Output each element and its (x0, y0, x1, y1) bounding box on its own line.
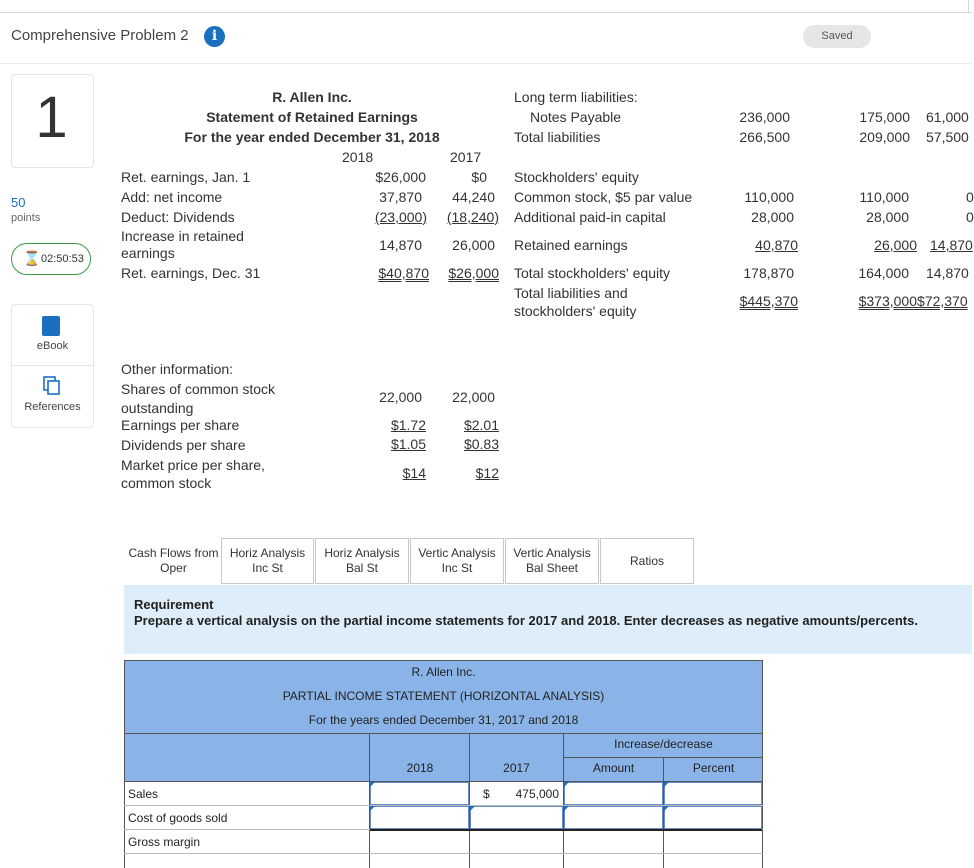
table-title: PARTIAL INCOME STATEMENT (HORIZONTAL ANALYSIS) (282, 689, 605, 703)
sales-2018-input[interactable] (370, 782, 469, 805)
row-label-cogs: Cost of goods sold (128, 811, 228, 825)
re-row-2018: 14,870 (379, 237, 422, 253)
col-header-2018: 2018 (406, 761, 434, 775)
col-header-percent: Percent (692, 761, 735, 775)
statement-period: For the year ended December 31, 2018 (184, 129, 440, 145)
re-row-2017: 44,240 (452, 189, 495, 205)
grid-line (124, 853, 763, 854)
statement-name: Statement of Retained Earnings (206, 109, 418, 125)
saved-status-badge: Saved (803, 25, 871, 48)
re-row-label: Ret. earnings, Dec. 31 (121, 265, 261, 281)
cogs-2017-input[interactable] (470, 806, 563, 829)
hourglass-icon: ⌛ (23, 250, 41, 266)
bs-row-c: 0 (966, 189, 974, 205)
references-link[interactable]: References (24, 401, 81, 413)
income-statement-table (124, 660, 763, 868)
tab-horiz-inc-st[interactable]: Horiz Analysis Inc St (221, 538, 314, 584)
timer-readout: 02:50:53 (41, 253, 84, 265)
re-row-2018: $26,000 (375, 169, 426, 185)
bs-row-label: Total liabilities (514, 129, 601, 145)
re-row-2017: $0 (471, 169, 487, 185)
bs-row-a: 110,000 (744, 189, 794, 205)
cogs-amount-input[interactable] (564, 806, 663, 829)
bs-row-c: 14,870 (930, 237, 973, 253)
bs-row-a: 178,870 (743, 265, 794, 281)
bs-row-a: 40,870 (755, 237, 798, 253)
bs-row-a: $445,370 (739, 293, 798, 309)
top-border (0, 12, 972, 13)
header-divider (0, 63, 972, 64)
info-icon[interactable]: i (204, 26, 225, 47)
col-header-amount: Amount (592, 761, 635, 775)
other-row-2017: $0.83 (463, 436, 499, 452)
bs-row-label: Stockholders' equity (514, 169, 639, 185)
top-border-corner (968, 0, 969, 13)
grid-line (124, 660, 125, 868)
bs-row-label: Total liabilities and stockholders' equity (514, 285, 637, 319)
bs-row-label: Common stock, $5 par value (514, 189, 693, 205)
input-marker-icon (664, 782, 669, 787)
bs-row-c: 0 (966, 209, 974, 225)
bs-row-a: 28,000 (751, 209, 794, 225)
tab-ratios[interactable]: Ratios (600, 538, 694, 584)
ebook-link[interactable]: eBook (36, 340, 69, 352)
subtotal-line (370, 829, 762, 831)
input-marker-icon (564, 806, 569, 811)
other-row-2018: 22,000 (379, 389, 422, 405)
bs-row-c: $72,370 (917, 293, 968, 309)
bs-row-a: 236,000 (739, 109, 790, 125)
other-row-2018: $14 (402, 465, 426, 481)
input-marker-icon (370, 806, 375, 811)
cogs-2018-input[interactable] (370, 806, 469, 829)
bs-row-label: Retained earnings (514, 237, 628, 253)
bs-row-b: 209,000 (859, 129, 910, 145)
re-row-2017: 26,000 (452, 237, 495, 253)
bs-row-b: 110,000 (859, 189, 909, 205)
statement-company: R. Allen Inc. (272, 89, 352, 105)
col-header-2017: 2017 (503, 761, 530, 775)
bs-row-b: 164,000 (858, 265, 909, 281)
bs-row-label: Long term liabilities: (514, 89, 638, 105)
other-row-label: Shares of common stock outstanding (121, 381, 276, 416)
bs-row-label: Total stockholders' equity (514, 265, 670, 281)
input-marker-icon (564, 782, 569, 787)
re-row-2018: 37,870 (379, 189, 422, 205)
re-row-label: Ret. earnings, Jan. 1 (121, 169, 251, 185)
re-row-label: Deduct: Dividends (121, 209, 235, 225)
bs-row-b: 26,000 (874, 237, 917, 253)
re-row-2017: (18,240) (446, 209, 499, 225)
bs-row-label: Additional paid-in capital (514, 209, 666, 225)
statement-year-2018: 2018 (342, 149, 374, 165)
grid-line (124, 733, 763, 734)
requirement-body: Prepare a vertical analysis on the partial income statements for 2017 and 2018. Enter decreases as negative amounts/percents. (134, 613, 918, 628)
sales-amount-input[interactable] (564, 782, 663, 805)
re-row-2017: $26,000 (448, 265, 499, 281)
bs-row-label: Notes Payable (530, 109, 622, 125)
requirement-text (134, 597, 964, 629)
tab-vertic-bal-sheet[interactable]: Vertic Analysis Bal Sheet (505, 538, 599, 584)
bs-row-b: $373,000 (858, 293, 917, 309)
sales-2017-value: 475,000 (515, 787, 559, 801)
points-value: 50 (11, 195, 26, 210)
input-marker-icon (470, 806, 475, 811)
other-row-2017: 22,000 (452, 389, 495, 405)
bs-row-c: 61,000 (926, 109, 969, 125)
page-title: Comprehensive Problem 2 (11, 27, 189, 44)
other-info-heading: Other information: (121, 361, 234, 377)
tab-horiz-bal-st[interactable]: Horiz Analysis Bal St (315, 538, 409, 584)
re-row-label: Increase in retained earnings (121, 228, 244, 261)
bs-row-b: 28,000 (866, 209, 909, 225)
ebook-icon[interactable] (42, 316, 60, 336)
bs-row-b: 175,000 (859, 109, 910, 125)
row-label-gross-margin: Gross margin (128, 835, 201, 849)
re-row-2018: (23,000) (374, 209, 427, 225)
table-company: R. Allen Inc. (411, 665, 476, 679)
row-label-sales: Sales (128, 787, 159, 801)
points-label: points (11, 212, 41, 224)
sales-percent-input[interactable] (664, 782, 762, 805)
cogs-percent-input[interactable] (664, 806, 762, 829)
sales-2017-dollar: $ (483, 787, 490, 801)
re-row-2018: $40,870 (378, 265, 429, 281)
references-icon[interactable] (43, 376, 60, 395)
resource-divider (11, 365, 94, 366)
bs-row-a: 266,500 (739, 129, 790, 145)
other-row-2018: $1.05 (390, 436, 426, 452)
other-row-2017: $2.01 (463, 417, 499, 433)
grid-line (124, 660, 763, 661)
other-row-2017: $12 (475, 465, 499, 481)
tab-cash-flows[interactable]: Cash Flows from Oper (126, 538, 221, 584)
tab-vertic-inc-st[interactable]: Vertic Analysis Inc St (410, 538, 504, 584)
statement-year-2017: 2017 (450, 149, 482, 165)
input-marker-icon (370, 782, 375, 787)
other-row-label: Earnings per share (121, 417, 240, 433)
grid-line (762, 660, 763, 868)
table-period: For the years ended December 31, 2017 and 2018 (308, 713, 579, 727)
input-marker-icon (664, 806, 669, 811)
bs-row-c: 57,500 (926, 129, 969, 145)
question-number: 1 (35, 85, 68, 150)
other-row-label: Dividends per share (121, 437, 246, 453)
other-row-label: Market price per share, common stock (121, 457, 265, 491)
other-row-2018: $1.72 (390, 417, 426, 433)
bs-row-c: 14,870 (926, 265, 969, 281)
requirement-title: Requirement (134, 597, 214, 612)
re-row-label: Add: net income (121, 189, 223, 205)
increase-decrease-header: Increase/decrease (614, 737, 713, 751)
